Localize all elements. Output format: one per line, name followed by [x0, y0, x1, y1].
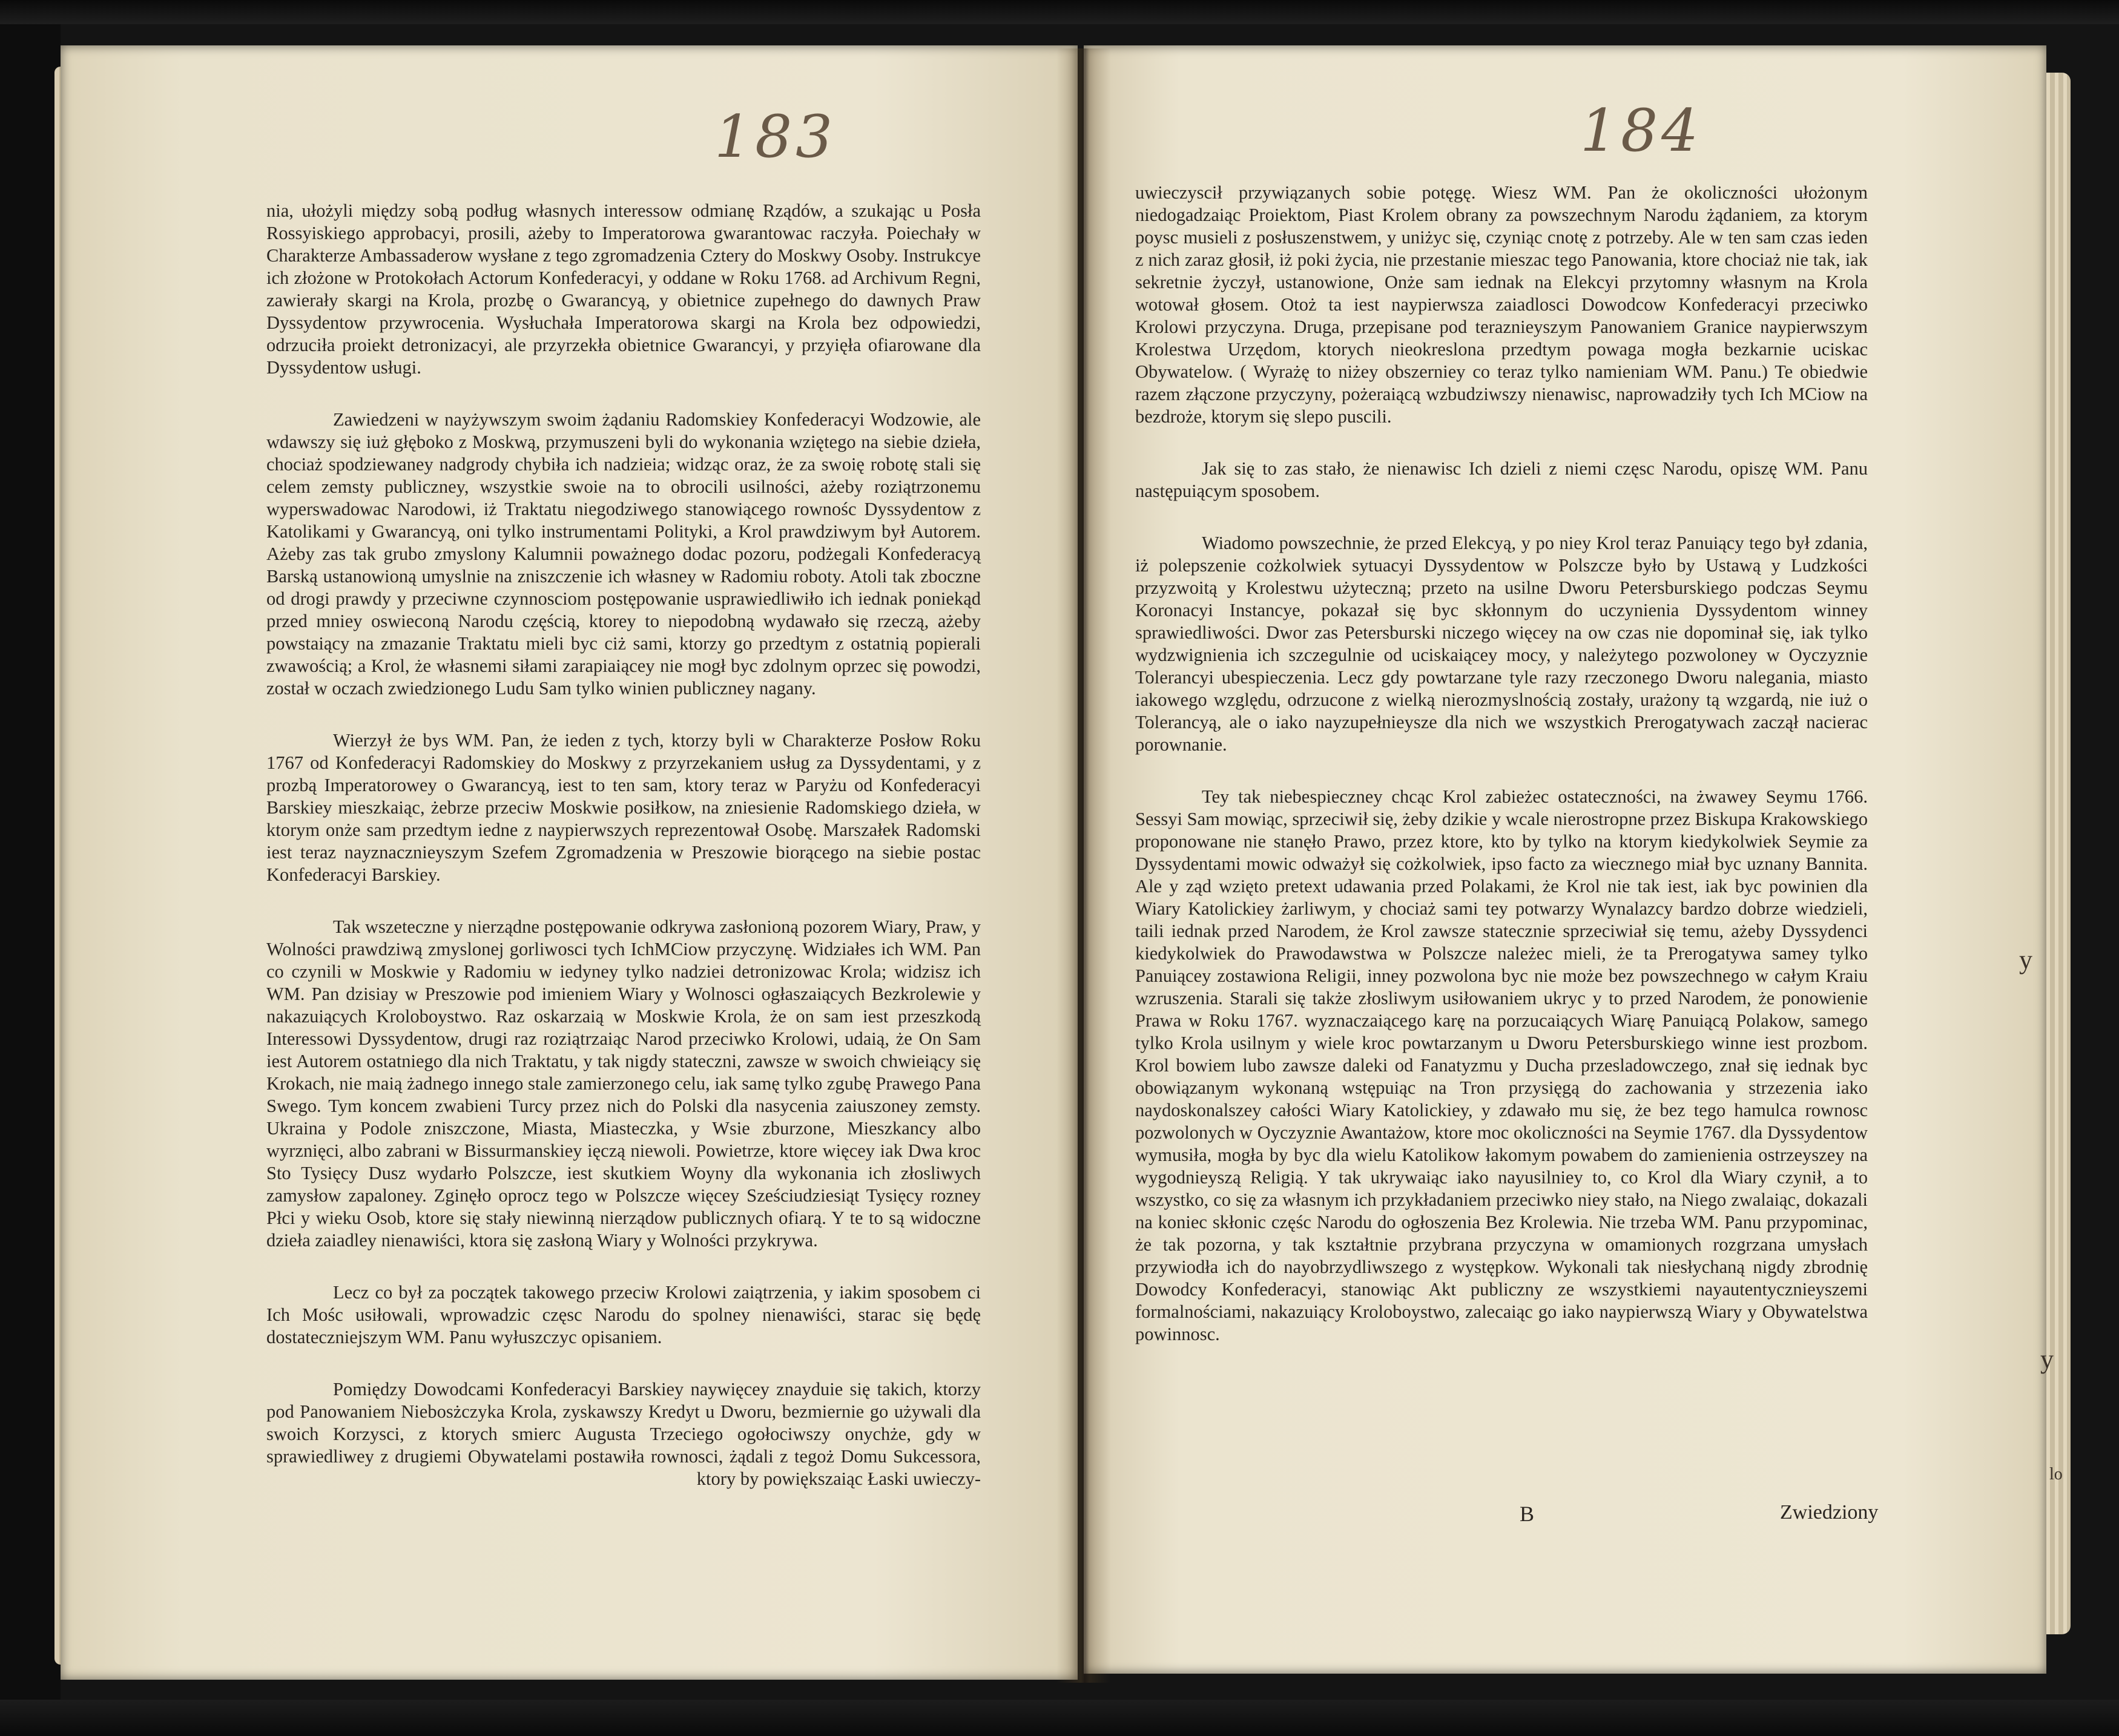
- margin-mark: y: [2019, 945, 2032, 975]
- right-text-column: [1135, 182, 1868, 1375]
- paragraph: Pomiędzy Dowodcami Konfederacyi Barskiey naywięcey znayduie się takich, ktorzy pod Panowaniem Niebosżczyka Krola, zyskawszy Kredyt u Dworu, bezmiernie go używali dla swoich Korzysci, z ktorych smierc Augusta Trzeciego ogołociwszy onychże, gdy w sprawiedliwey z drugiemi Obywatelami postawiła rownosci, żądali z tegoż Domu Sukcessora, ktory by powiększaiąc Łaski uwieczy-: [266, 1379, 981, 1489]
- paragraph: Tak wszeteczne y nierządne postępowanie odkrywa zasłonioną pozorem Wiary, Praw, y Wolności prawdziwą zmyslonej gorliwosci tych IchMCiow przyczynę. Widziałes ich WM. Pan co czynili w Moskwie y Radomiu w iedyney tylko nadziei detronizowac Krola; widzisz ich WM. Pan dzisiay w Preszowie pod imieniem Wiary y Wolnosci ogłaszaiących Bezkrolewie y nakazuiących Kroloboystwo. Raz oskarzaią w Moskwie Krola, że on sam iest przeszkodą Interessowi Dyssydentow, drugi raz roziątrzaiąc Narod przeciwko Krolowi, udaią, że On Sam iest Autorem ostatniego dla nich Traktatu, y tak nigdy stateczni, zawsze w swoich chwieiący się Krokach, nie maią żadnego innego stale zamierzonego celu, iak samę tylko zgubę Prawego Pana Swego. Tym koncem zwabieni Turcy przez nich do Polski dla nasycenia zaiuszoney zemsty. Ukraina y Podole zniszczone, Miasta, Miasteczka, y Wsie zburzone, Mieszkancy albo wyrznięci, albo zabrani w Bissurmanskiey ięczą niewoli. Powietrze, ktore więcey iak Dwa kroc Sto Tysięcy Dusz wydarło Polszcze, iest skutkiem Woyny dla wykonania ich złosliwych zamysłow zapaloney. Zginęło oprocz tego w Polszcze więcey Sześciudziesiąt Tysięcy rozney Płci y wieku Osob, ktore się stały niewinną nierządow publicznych ofiarą. Y te to są widoczne dzieła zaiadley nienawiści, ktora się zasłoną Wiary y Wolności przykrywa.: [266, 916, 981, 1251]
- catchword: Zwiedziony: [1780, 1501, 1879, 1524]
- margin-mark: y: [2040, 1344, 2054, 1374]
- right-page-number: 184: [1580, 97, 1702, 165]
- signature-mark: B: [1520, 1502, 1535, 1526]
- paragraph: Tey tak niebespieczney chcąc Krol zabieżec ostateczności, na żwawey Seymu 1766. Sessyi Sam mowiąc, sprzeciwił się, żeby dzikie y wcale nierostropne przez Biskupa Krakowskiego proponowane nie stanęło Prawo, przez ktore, kto by tylko na ktorym kiedykolwiek Seymie za Dyssydentami mowic odważył się cożkolwiek, ipso facto za wiecznego miał byc uznany Bannita. Ale y ząd wzięto pretext udawania przed Polakami, że Krol nie tak iest, iak byc powinien dla Wiary Katolickiey żarliwym, y chociaż sami tey potwarzy Wynalazcy bardzo dobrze wiedzieli, taili iednak przed Narodem, że Krol zawsze statecznie sprzeciwiał się temu, ażeby Dyssydenci kiedykolwiek do Prawodawstwa w Polszcze należec mieli, że ta Prerogatywa samey tylko Panuiącey zostawiona Religii, inney pozwolona byc nie może bez powszechnego w całym Kraiu wzruszenia. Starali się także złosliwym usiłowaniem ukryc y to przed Narodem, że ponowienie Prawa w Roku 1767. wyznaczaiącego karę na porzucaiących Wiarę Panuiącą Polakow, samego tylko Krola usilnym y wiele kroc powtarzanym u Dworu Petersburskiego winne iest prozbom. Krol bowiem lubo zawsze daleki od Fanatyzmu y Ducha przesladowczego, znał się iednak byc obowiązanym wykonaną wstępuiąc na Tron przysięgą do zachowania y strzezenia iako naydoskonalszey całości Wiary Katolickiey, y zdawało mu się, że bez tego hamulca rownosc pozwolonych w Oyczyznie Awantażow, ktore moc okoliczności na Seymie 1767. dla Dyssydentow wymusiła, mogła by byc dla wielu Katolikow łakomym powabem do zamienienia ostrzeyszey na wygodnieyszą Religią. Y tak ukrywaiąc iako nayusilniey to, co Krol dla Wiary czynił, a to wszystko, co się za własnym ich przykładaniem przeciwko niey stało, na Niego zwalaiąc, dokazali na koniec skłonic częśc Narodu do ogłoszenia Bez Krolewia. Nie trzeba WM. Panu przypominac, że tak pozorna, y tak kształtnie przybrana przyczyna w omamionych rozgrzana umysłach przywiodła ich do nayobrzydliwszego z występkow. Wykonali tak niesłychaną nigdy zbrodnię Dowodcy Konfederacyi, stanowiąc Akt publiczny ze wszystkiemi nayautentycznieyszemi formalnościami, nakazuiący Kroloboystwo, zalecaiąc go iako naypierwszą Wiary y Obywatelstwa powinnosc.: [1135, 786, 1868, 1344]
- left-page-number: 183: [714, 103, 837, 171]
- paragraph: uwieczyscił przywiązanych sobie potęgę. Wiesz WM. Pan że okoliczności ułożonym niedogadzaiąc Proiektom, Piast Krolem obrany za powszechnym Narodu żądaniem, za ktorym poysc musieli z posłuszenstwem, y uniżyc się, czyniąc cnotę z potrzeby. Ale w ten sam czas ieden z nich zaraz głosił, iż poki życia, nie przestanie mieszac tego Panowania, ktore chociaż nie tak, iak sekretnie życzył, ustanowione, Onże sam iednak na Elekcyi przytomny własnym na Krola wotował głosem. Otoż ta iest naypierwsza zaiadlosci Dowodcow Konfederacyi przeciwko Krolowi przyczyna. Druga, przepisane pod teraznieyszym Panowaniem Granice naypierwszym Krolestwa Urzędom, ktorych nieokreslona przedtym powaga mogła bezkarnie uciskac Obywatelow. ( Wyrażę to niżey obszerniey co teraz tylko namieniam WM. Panu.) Te obiedwie razem złączone przyczyny, pożeraiącą wzbudziwszy nienawisc, naprowadziły tych Ich MCiow na bezdroże, ktorym się slepo puscili.: [1135, 182, 1868, 427]
- book-gutter: [1056, 48, 1111, 1683]
- scan-background-left: [0, 0, 61, 1736]
- paragraph: Wiadomo powszechnie, że przed Elekcyą, y po niey Krol teraz Panuiący tego był zdania, iż polepszenie cożkolwiek sytuacyi Dyssydentow w Polszcze było by Ustawą y Ludzkości przyzwoitą y Krolestwu użyteczną; przeto na usilne Dworu Petersburskiego podczas Seymu Koronacyi Instancye, pokazał się byc skłonnym do uczynienia Dyssydentom winney sprawiedliwości. Dwor zas Petersburski niczego więcey na ow czas nie dopominał się, iak tylko wydzwignienia ich szczegulnie od uciskaiącey mocy, y należytego pozwoloney w Oyczyznie Tolerancyi ubespieczenia. Lecz gdy powtarzane tyle razy rzeczonego Dworu nalegania, miasto iakowego względu, odrzucone z wielką nierozmyslnością zostały, urażony tą wzgardą, nie iuż o Tolerancyą, ale o iako nayzupełnieysze dla nich we wszystkich Prerogatywach zaczął nacierac porownanie.: [1135, 533, 1868, 755]
- paragraph: nia, ułożyli między sobą podług własnych interessow odmianę Rządów, a szukając u Posła Rossyiskiego approbacyi, prosili, ażeby to Imperatorowa gwarantowac raczyła. Poiechały w Charakterze Ambassaderow wysłane z tego zgromadzenia Cztery do Moskwy Osoby. Instrukcye ich złożone w Protokołach Actorum Konfederacyi, y oddane w Roku 1768. ad Archivum Regni, zawierały skargi na Krola, prozbę o Gwarancyą, y obietnice zupełnego do dawnych Praw Dyssydentow przywrocenia. Wysłuchała Imperatorowa skargi na Krola bez odpowiedzi, odrzuciła proiekt detronizacyi, ale przyrzekła obietnice Gwarancyi, y przyięła ofiarowane dla Dyssydentow usługi.: [266, 200, 981, 378]
- scan-background-bottom: [0, 1700, 2119, 1736]
- paragraph: Lecz co był za początek takowego przeciw Krolowi zaiątrzenia, y iakim sposobem ci Ich Mośc usiłowali, wprowadzic częsc Narodu do spolney nienawiści, starac się będę dostateczniejszym WM. Panu wyłuszczyc opisaniem.: [266, 1282, 981, 1347]
- paragraph: Zawiedzeni w nayżywszym swoim żądaniu Radomskiey Konfederacyi Wodzowie, ale wdawszy się iuż głęboko z Moskwą, przymuszeni byli do wykonania wziętego na siebie dzieła, chociaż spodziewaney nadgrody chybiła ich nadzieia; widząc oraz, że za swoię robotę stali się celem zemsty publiczney, wszystkie swoie na to obrocili usilności, ażeby roziątrzonemu wyperswadowac Narodowi, iż Traktatu niegodziwego stanowiącego rownośc Dyssydentow z Katolikami y Gwarancyą, oni tylko instrumentami Polityki, a Krol prawdziwym był Autorem. Ażeby zas tak grubo zmyslony Kalumnii poważnego dodac pozoru, podżegali Konfederacyą Barską ustanowioną umyslnie na zniszczenie ich własney w Radomiu roboty. Atoli tak zboczne od drogi prawdy y przeciwne czynnosciom postępowanie usprawiedliwiło ich iednak poniekąd przed mniey oswieconą Narodu częścią, ktorey to niepodobną wydawało się rzeczą, ażeby powstaiący na zmazanie Traktatu mieli byc ciż sami, ktorzy go przedtym z ostatnią popierali zwawością; a Krol, że własnemi siłami zarapiaiącey nie mogł byc zdolnym oprzec się powodzi, został w oczach zwiedzionego Ludu Sam tylko winien publiczney nagany.: [266, 409, 981, 699]
- scan-background-top: [0, 0, 2119, 24]
- paragraph: Wierzył że bys WM. Pan, że ieden z tych, ktorzy byli w Charakterze Posłow Roku 1767 od Konfederacyi Radomskiey do Moskwy z przyrzekaniem usług za Dyssydentami, y z prozbą Imperatorowey o Gwarancyą, iest to ten sam, ktory teraz w Paryżu od Konfederacyi Barskiey mieszkaiąc, żebrze przeciw Moskwie posiłkow, na zniesienie Radomskiego dzieła, w ktorym onże sam przedtym iedne z naypierwszych reprezentował Osobę. Marszałek Radomski iest teraz nayznacznieyszym Szefem Zgromadzenia w Preszowie biorącego na siebie postac Konfederacyi Barskiey.: [266, 730, 981, 885]
- left-text-column: [266, 200, 981, 1520]
- margin-mark: lo: [2049, 1465, 2063, 1484]
- paragraph: Jak się to zas stało, że nienawisc Ich dzieli z niemi częsc Narodu, opiszę WM. Panu następuiącym sposobem.: [1135, 458, 1868, 501]
